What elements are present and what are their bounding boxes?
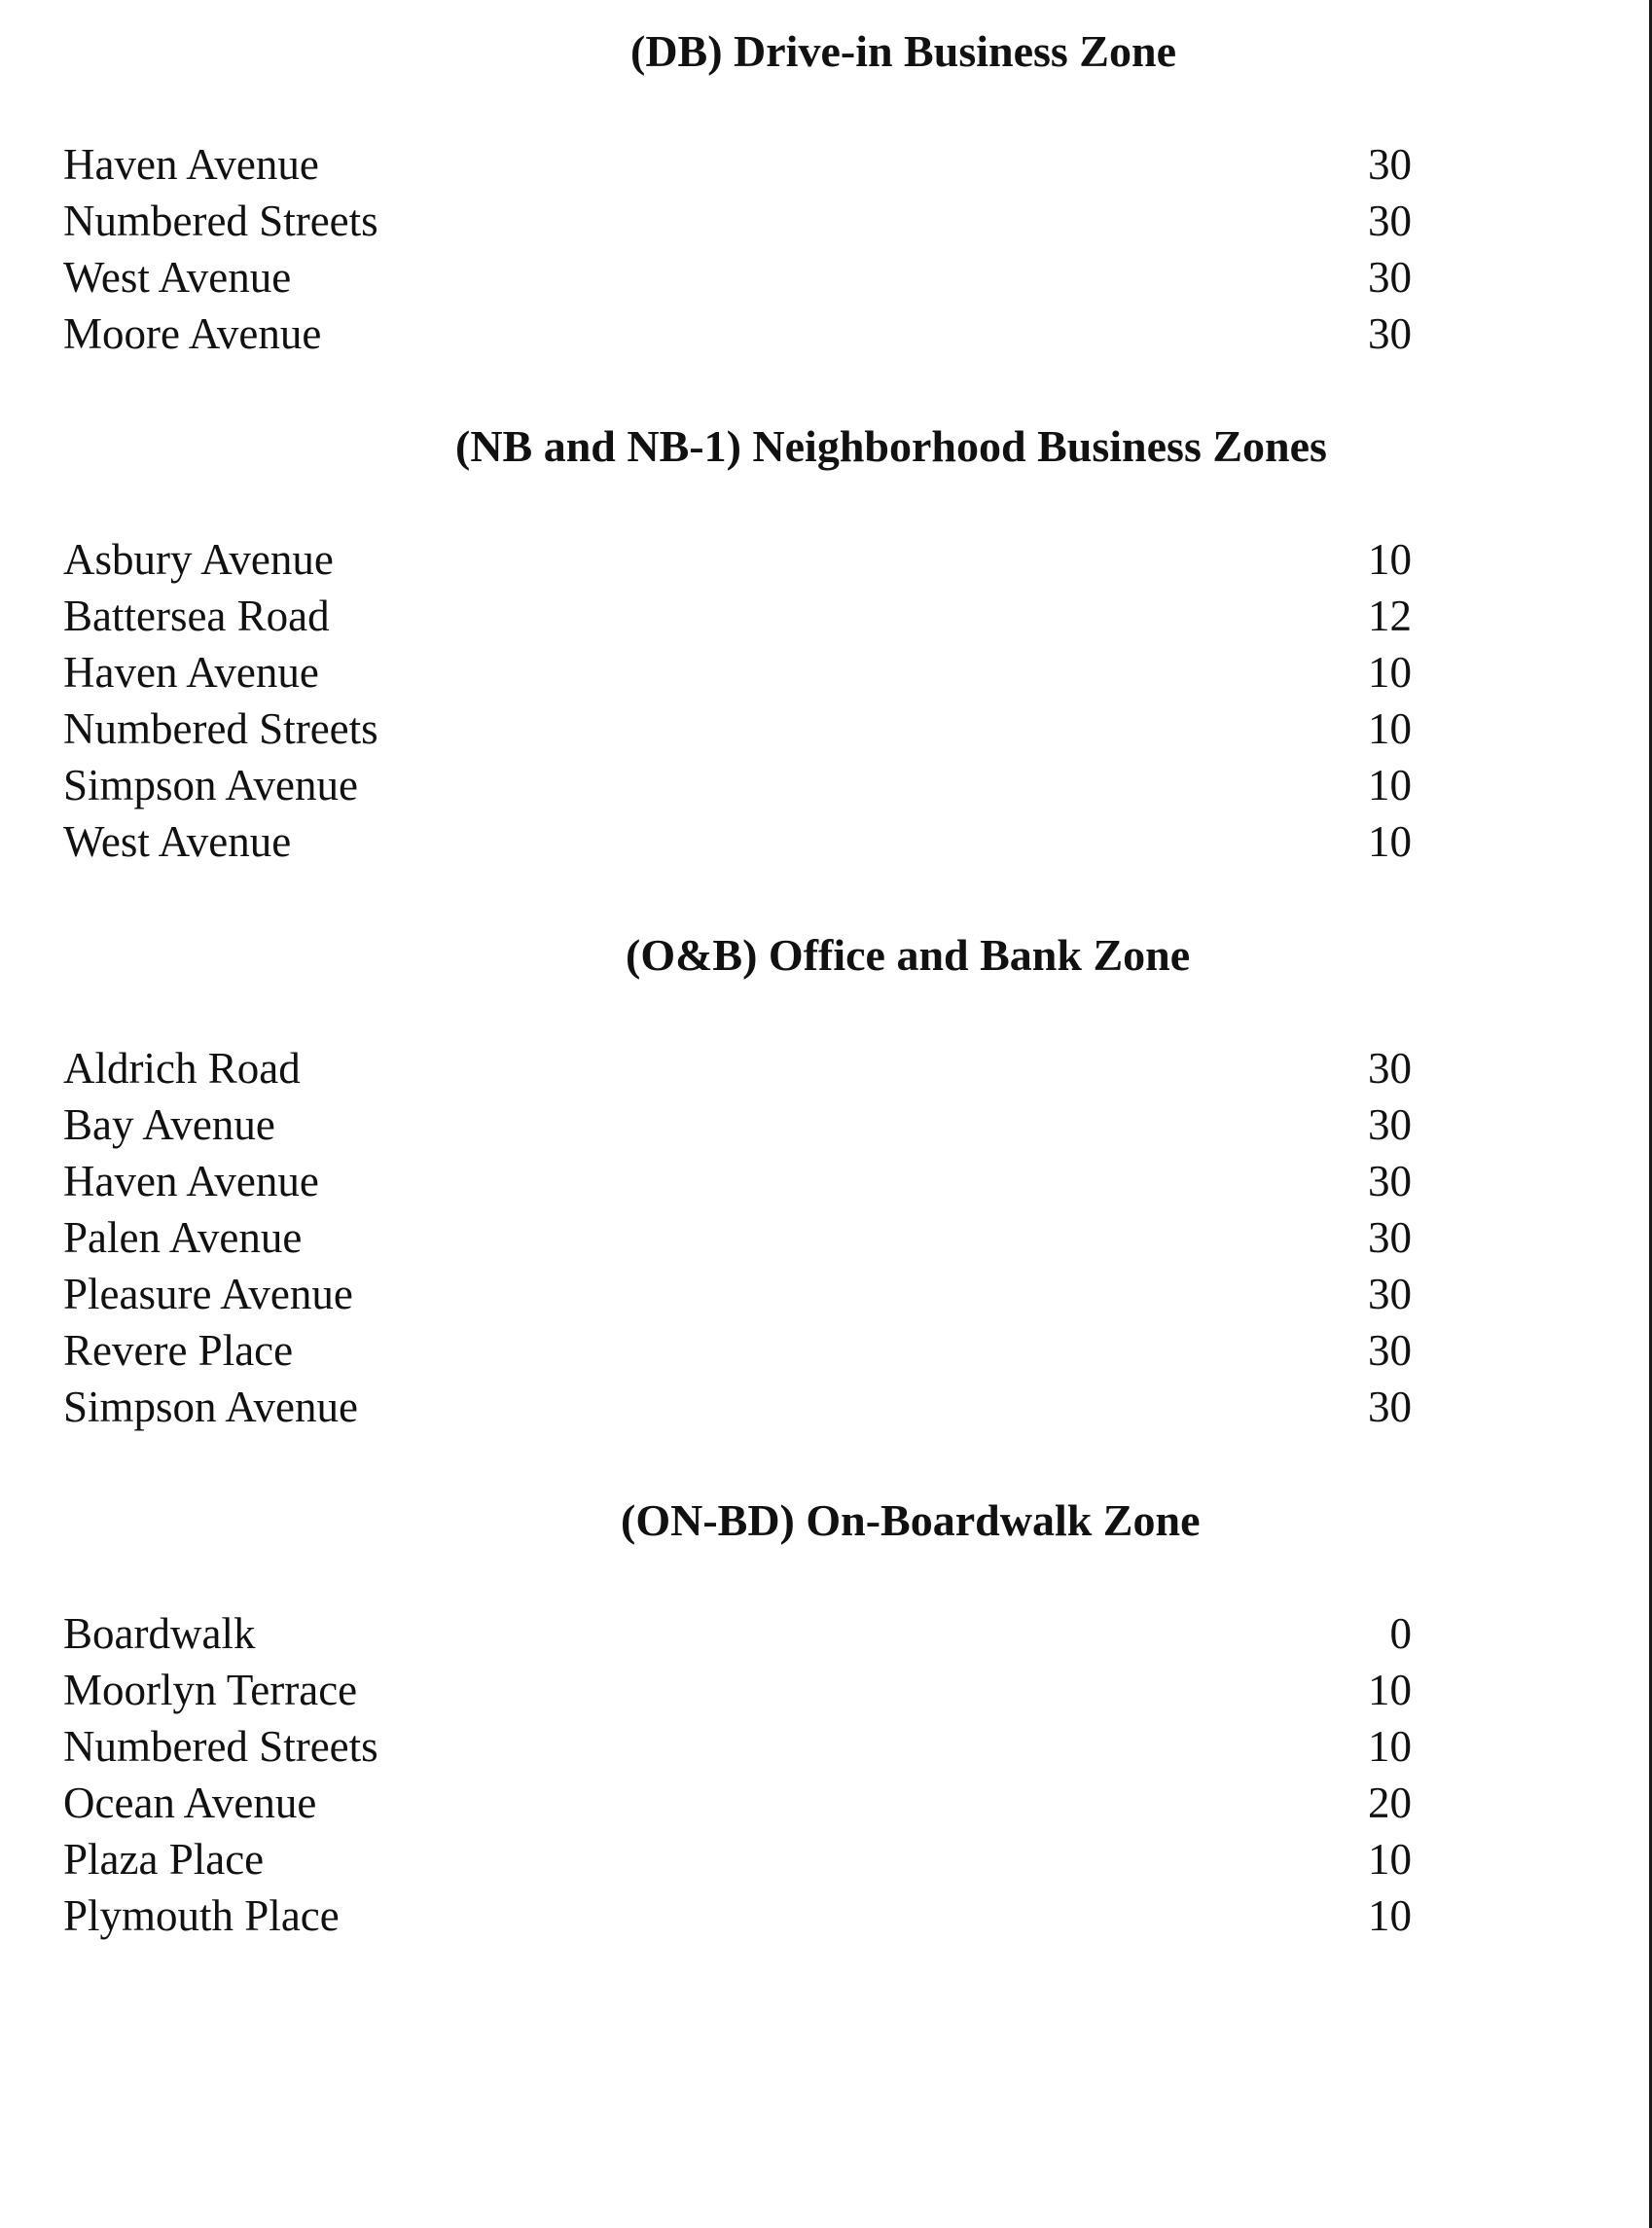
street-name: Numbered Streets: [63, 704, 378, 753]
street-value: 30: [1368, 197, 1412, 245]
street-value: 10: [1368, 535, 1412, 584]
street-name: Numbered Streets: [63, 197, 378, 245]
table-row: [0, 701, 1652, 757]
section-title: (NB and NB-1) Neighborhood Business Zones: [455, 421, 1327, 471]
street-name: Asbury Avenue: [63, 535, 334, 584]
street-value: 30: [1368, 140, 1412, 189]
table-row: [0, 1718, 1652, 1775]
street-value: 10: [1368, 761, 1412, 809]
street-name: Plaza Place: [63, 1835, 265, 1884]
street-value: 10: [1368, 704, 1412, 753]
street-value: 30: [1368, 1213, 1412, 1262]
street-name: Haven Avenue: [63, 648, 319, 697]
street-value: 30: [1368, 1383, 1412, 1431]
street-value: 10: [1368, 648, 1412, 697]
street-value: 30: [1368, 1044, 1412, 1093]
section-rows: [0, 136, 1652, 362]
table-row: [0, 531, 1652, 588]
table-row: [0, 644, 1652, 701]
table-row: [0, 249, 1652, 305]
street-name: Boardwalk: [63, 1609, 256, 1658]
section-title: (O&B) Office and Bank Zone: [626, 930, 1191, 980]
table-row: [0, 1040, 1652, 1096]
street-value: 10: [1368, 1891, 1412, 1940]
street-value: 12: [1368, 592, 1412, 640]
street-name: Pleasure Avenue: [63, 1270, 353, 1318]
street-name: Palen Avenue: [63, 1213, 303, 1262]
street-name: Simpson Avenue: [63, 761, 358, 809]
section-rows: [0, 1605, 1652, 1944]
table-row: [0, 1605, 1652, 1662]
street-value: 30: [1368, 253, 1412, 302]
street-name: Haven Avenue: [63, 1157, 319, 1205]
street-value: 10: [1368, 1666, 1412, 1714]
table-row: [0, 193, 1652, 249]
table-row: [0, 1887, 1652, 1944]
table-row: [0, 1322, 1652, 1379]
table-row: [0, 757, 1652, 813]
table-row: [0, 1266, 1652, 1322]
section-rows: [0, 531, 1652, 870]
street-name: Revere Place: [63, 1326, 294, 1375]
street-name: West Avenue: [63, 817, 292, 866]
table-row: [0, 1662, 1652, 1718]
street-value: 30: [1368, 1270, 1412, 1318]
street-value: 10: [1368, 817, 1412, 866]
street-value: 20: [1368, 1779, 1412, 1827]
street-name: Moore Avenue: [63, 309, 322, 358]
street-name: Moorlyn Terrace: [63, 1666, 358, 1714]
street-name: Simpson Avenue: [63, 1383, 358, 1431]
section-rows: [0, 1040, 1652, 1435]
table-row: [0, 136, 1652, 193]
street-name: Plymouth Place: [63, 1891, 340, 1940]
table-row: [0, 588, 1652, 644]
table-row: [0, 813, 1652, 870]
table-row: [0, 1831, 1652, 1887]
section-title: (ON-BD) On-Boardwalk Zone: [621, 1495, 1201, 1545]
table-row: [0, 1209, 1652, 1266]
section-title: (DB) Drive-in Business Zone: [630, 26, 1176, 76]
street-value: 10: [1368, 1835, 1412, 1884]
street-name: Ocean Avenue: [63, 1779, 317, 1827]
table-row: [0, 1775, 1652, 1831]
table-row: [0, 1096, 1652, 1153]
street-value: 10: [1368, 1722, 1412, 1771]
table-row: [0, 305, 1652, 362]
street-name: Bay Avenue: [63, 1100, 275, 1149]
street-name: West Avenue: [63, 253, 292, 302]
table-row: [0, 1153, 1652, 1209]
street-name: Haven Avenue: [63, 140, 319, 189]
street-name: Aldrich Road: [63, 1044, 301, 1093]
table-row: [0, 1379, 1652, 1435]
street-name: Numbered Streets: [63, 1722, 378, 1771]
street-value: 30: [1368, 1157, 1412, 1205]
street-name: Battersea Road: [63, 592, 330, 640]
street-value: 0: [1389, 1609, 1412, 1658]
street-value: 30: [1368, 309, 1412, 358]
street-value: 30: [1368, 1326, 1412, 1375]
street-value: 30: [1368, 1100, 1412, 1149]
